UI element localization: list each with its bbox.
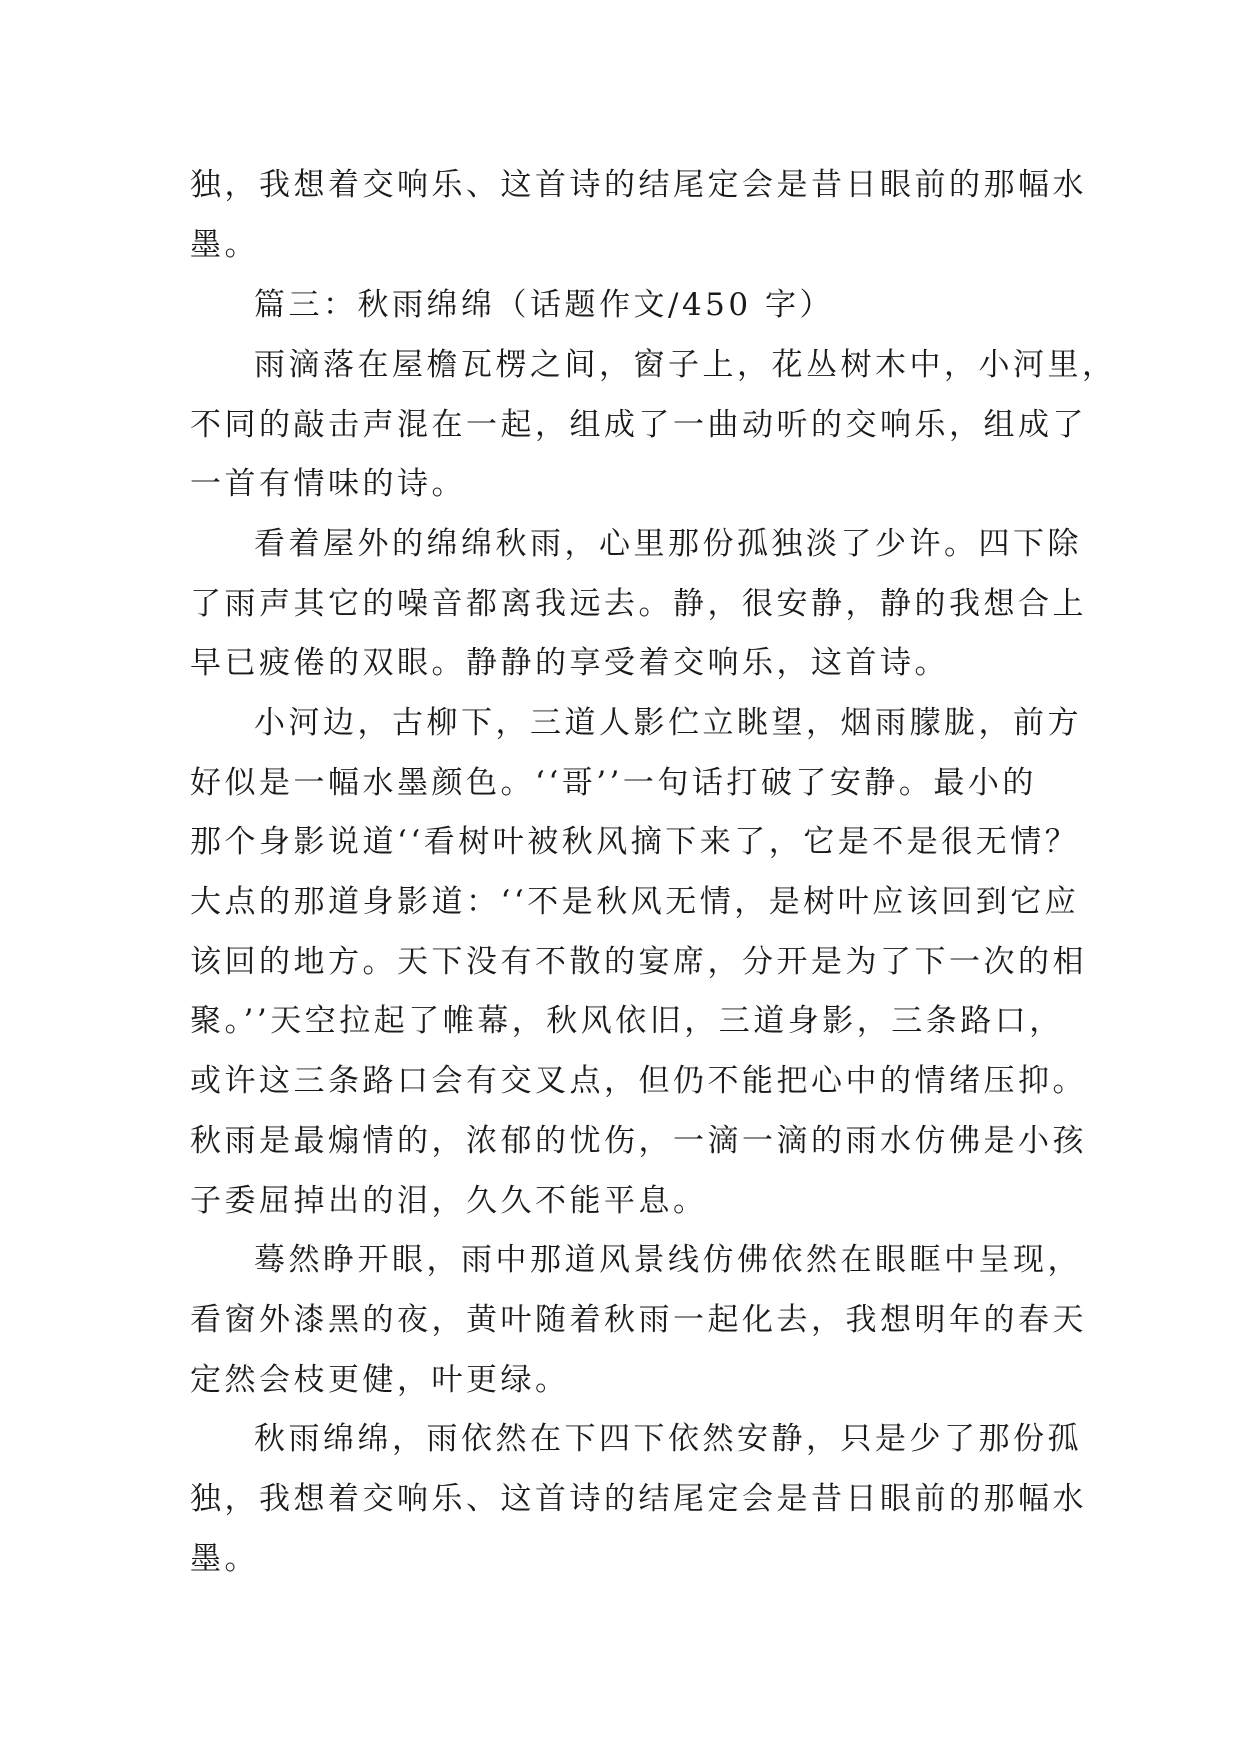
- text-line: 子委屈掉出的泪，久久不能平息。: [190, 1183, 708, 1219]
- text-line: 秋雨绵绵，雨依然在下四下依然安静，只是少了那份孤: [254, 1421, 1082, 1457]
- text-line: 不同的敲击声混在一起，组成了一曲动听的交响乐，组成了: [190, 407, 1087, 443]
- text-line: 大点的那道身影道：‘‘不是秋风无情，是树叶应该回到它应: [190, 884, 1080, 920]
- text-line: 小河边，古柳下，三道人影伫立眺望，烟雨朦胧，前方: [254, 705, 1082, 741]
- text-line: 秋雨是最煽情的，浓郁的忧伤，一滴一滴的雨水仿佛是小孩: [190, 1123, 1087, 1159]
- text-line: 或许这三条路口会有交叉点，但仍不能把心中的情绪压抑。: [190, 1063, 1087, 1099]
- text-line: 蓦然睁开眼，雨中那道风景线仿佛依然在眼眶中呈现，: [254, 1242, 1082, 1278]
- text-line: 看着屋外的绵绵秋雨，心里那份孤独淡了少许。四下除: [254, 526, 1082, 562]
- text-line: 早已疲倦的双眼。静静的享受着交响乐，这首诗。: [190, 645, 949, 681]
- text-line: 该回的地方。天下没有不散的宴席，分开是为了下一次的相: [190, 944, 1087, 980]
- text-line: 好似是一幅水墨颜色。‘‘哥’’一句话打破了安静。最小的: [190, 765, 1037, 801]
- text-line: 定然会枝更健，叶更绿。: [190, 1362, 570, 1398]
- section-title: 篇三：秋雨绵绵（话题作文/450 字）: [254, 287, 834, 323]
- text-line: 独，我想着交响乐、这首诗的结尾定会是昔日眼前的那幅水: [190, 1481, 1087, 1517]
- text-line: 墨。: [190, 1541, 259, 1577]
- text-line: 墨。: [190, 227, 259, 263]
- text-line: 一首有情味的诗。: [190, 466, 466, 502]
- text-line: 了雨声其它的噪音都离我远去。静，很安静，静的我想合上: [190, 586, 1087, 622]
- text-line: 看窗外漆黑的夜，黄叶随着秋雨一起化去，我想明年的春天: [190, 1302, 1087, 1338]
- text-line: 那个身影说道‘‘看树叶被秋风摘下来了，它是不是很无情？: [190, 824, 1080, 860]
- text-line: 独，我想着交响乐、这首诗的结尾定会是昔日眼前的那幅水: [190, 167, 1087, 203]
- text-line: 聚。’’天空拉起了帷幕，秋风依旧，三道身影，三条路口，: [190, 1003, 1064, 1039]
- text-line: 雨滴落在屋檐瓦楞之间，窗子上，花丛树木中，小河里，: [254, 347, 1117, 383]
